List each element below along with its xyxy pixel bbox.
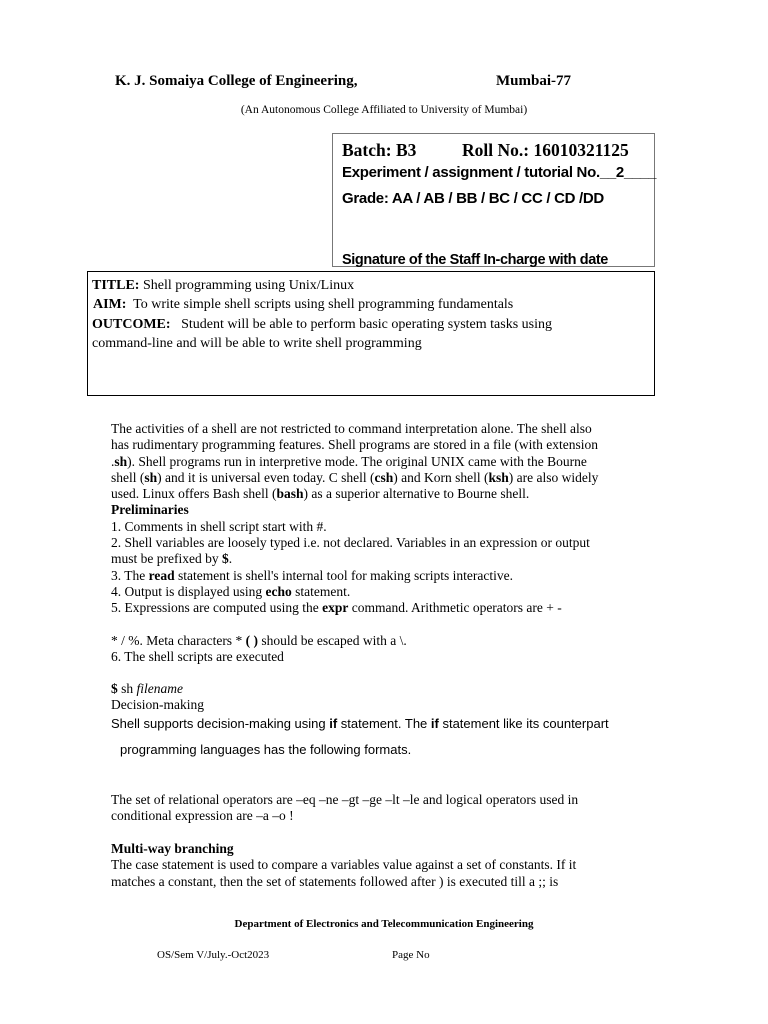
keyword-bash: bash — [276, 486, 304, 502]
text-fragment: 4. Output is displayed using — [111, 583, 266, 599]
prelim-item-2-cont — [111, 551, 651, 567]
command-sh: sh — [117, 681, 137, 697]
keyword-echo: echo — [265, 583, 292, 599]
text-fragment: must be prefixed by — [111, 551, 222, 567]
text-fragment: . — [111, 453, 115, 469]
keyword-parens: ( ) — [245, 632, 258, 648]
batch-info-box — [332, 133, 655, 267]
title-label: TITLE: — [92, 278, 140, 293]
relational-line-1: The set of relational operators are –eq –ne –gt –ge –lt –le and logical operators used in — [111, 792, 579, 807]
aim-text: To write simple shell scripts using shell programming fundamentals — [126, 297, 514, 312]
preliminaries-heading: Preliminaries — [111, 502, 189, 518]
keyword-sh-ext: sh — [114, 453, 128, 469]
spacer — [111, 665, 651, 681]
college-subtitle: (An Autonomous College Affiliated to University of Mumbai) — [240, 104, 528, 116]
if-statement-line-2: programming languages has the following formats. — [120, 742, 412, 757]
spacer — [111, 617, 651, 633]
text-fragment: 3. The — [111, 567, 149, 583]
outcome-line — [92, 315, 552, 335]
prelim-item-2: 2. Shell variables are loosely typed i.e. not declared. Variables in an expression or output — [111, 535, 590, 551]
keyword-if: if — [329, 716, 338, 731]
batch-label: Batch: B3 — [342, 140, 417, 160]
intro-line-2: has rudimentary programming features. Shell programs are stored in a file (with extension — [111, 437, 598, 453]
roll-number: Roll No.: 16010321125 — [462, 140, 629, 160]
text-fragment: ) as a superior alternative to Bourne shell. — [303, 486, 530, 502]
text-fragment: ) are also widely — [508, 469, 599, 485]
prelim-item-1: 1. Comments in shell script start with #. — [111, 518, 327, 534]
prelim-item-4 — [111, 584, 651, 600]
intro-line-5 — [111, 486, 651, 502]
experiment-number: Experiment / assignment / tutorial No.__2____ — [342, 164, 657, 181]
text-fragment: statement like its counterpart — [438, 716, 609, 731]
intro-line-4 — [111, 470, 651, 486]
aim-line — [93, 295, 513, 315]
text-fragment: Shell supports decision-making using — [111, 716, 330, 731]
body-text — [111, 421, 651, 714]
multi-way-branching-section — [111, 841, 576, 890]
text-fragment: statement is shell's internal tool for making scripts interactive. — [174, 567, 513, 583]
text-fragment: statement. — [291, 583, 351, 599]
keyword-expr: expr — [322, 600, 349, 616]
text-fragment: used. Linux offers Bash shell ( — [111, 486, 277, 502]
text-fragment: ). Shell programs run in interpretive mode. The original UNIX came with the Bourne — [127, 453, 587, 469]
multi-way-line-2: matches a constant, then the set of statements followed after ) is executed till a ;; is — [111, 873, 559, 889]
keyword-ksh: ksh — [488, 469, 509, 485]
text-fragment: statement. The — [337, 716, 431, 731]
outcome-text: Student will be able to perform basic operating system tasks using — [170, 317, 552, 332]
prelim-item-5-cont — [111, 633, 651, 649]
multi-way-heading: Multi-way branching — [111, 841, 234, 856]
footer-department: Department of Electronics and Telecommunication Engineering — [234, 918, 534, 930]
college-city: Mumbai-77 — [496, 73, 571, 89]
college-name: K. J. Somaiya College of Engineering, — [115, 73, 358, 89]
text-fragment: * / %. Meta characters * — [111, 632, 246, 648]
text-fragment: shell ( — [111, 469, 145, 485]
text-fragment: 5. Expressions are computed using the — [111, 600, 323, 616]
grade-options: Grade: AA / AB / BB / BC / CC / CD /DD — [342, 190, 604, 207]
title-text: Shell programming using Unix/Linux — [139, 278, 355, 293]
footer-course: OS/Sem V/July.-Oct2023 — [157, 949, 270, 961]
intro-line-1: The activities of a shell are not restricted to command interpretation alone. The shell also — [111, 421, 592, 436]
keyword-read: read — [148, 567, 175, 583]
command-filename: filename — [136, 681, 184, 697]
decision-making-heading: Decision-making — [111, 697, 204, 713]
command-prompt: $ — [111, 681, 118, 697]
text-fragment: ) and it is universal even today. C shell ( — [157, 469, 375, 485]
relational-line-2: conditional expression are –a –o ! — [111, 808, 294, 824]
prelim-item-6: 6. The shell scripts are executed — [111, 648, 284, 664]
command-line — [111, 681, 651, 697]
title-aim-outcome-box — [87, 271, 655, 396]
if-statement-line — [111, 716, 609, 731]
text-fragment: should be escaped with a \. — [257, 632, 407, 648]
keyword-dollar: $ — [221, 551, 229, 567]
footer-page-number: Page No — [392, 949, 430, 961]
text-fragment: . — [228, 551, 233, 567]
text-fragment: ) and Korn shell ( — [393, 469, 489, 485]
prelim-item-5 — [111, 600, 651, 616]
outcome-text-continued: command-line and will be able to write shell programming — [92, 336, 422, 351]
intro-line-3 — [111, 454, 651, 470]
staff-signature-label: Signature of the Staff In-charge with date — [342, 252, 608, 268]
aim-label: AIM: — [93, 297, 127, 312]
keyword-sh: sh — [144, 469, 158, 485]
keyword-csh: csh — [374, 469, 394, 485]
batch-line — [342, 140, 629, 161]
text-fragment: command. Arithmetic operators are + - — [348, 600, 562, 616]
relational-operators-text — [111, 792, 578, 825]
keyword-if: if — [430, 716, 439, 731]
prelim-item-3 — [111, 568, 651, 584]
title-line — [92, 276, 354, 296]
outcome-label: OUTCOME: — [92, 317, 171, 332]
multi-way-line-1: The case statement is used to compare a variables value against a set of constants. If it — [111, 857, 577, 873]
